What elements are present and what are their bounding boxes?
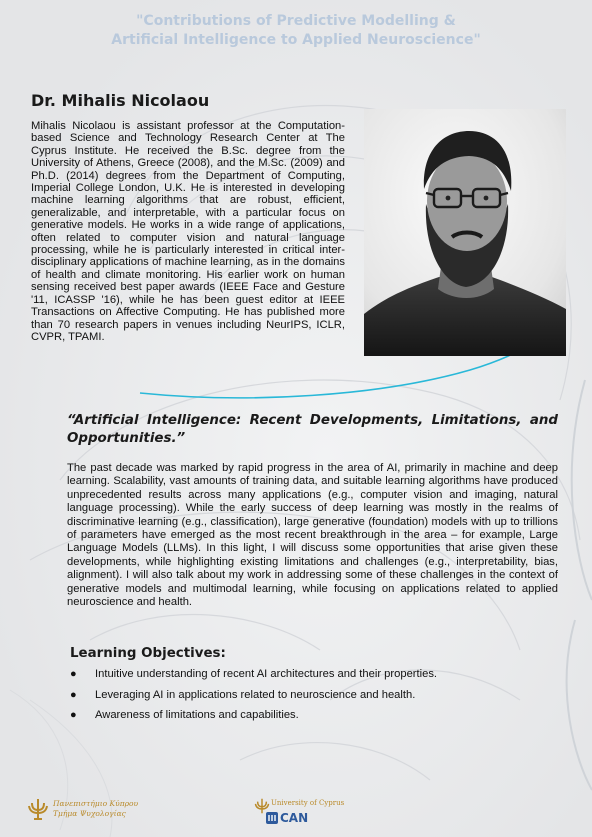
objective-text: Awareness of limitations and capabilities.: [95, 709, 299, 722]
objective-text: Leveraging AI in applications related to neuroscience and health.: [95, 688, 416, 701]
list-item: [70, 664, 437, 685]
learning-objectives-list: [70, 664, 437, 726]
footer-right-can: CAN: [280, 811, 309, 825]
bullet-icon: ●: [70, 709, 77, 722]
event-title-header: [0, 12, 592, 50]
university-of-cyprus-logo-gr: [27, 797, 138, 821]
university-logo-icon: [27, 797, 49, 821]
event-title-line-1: "Contributions of Predictive Modelling &: [136, 13, 456, 29]
speaker-bio: Mihalis Nicolaou is assistant professor at the Computation-based Science and Technology Research Center at The Cyprus Institute. He received the B.Sc. degree from the University of Athens, Greece (2008), and the M.Sc. (2009) and Ph.D. (2014) degrees from the Department of Computing, Imperial College London, U.K. He is interested in developing machine learning algorithms that are robust, efficient, generalizable, and interpretable, with a particular focus on generative models. He works in a wide range of applications, often related to computer vision and natural language processing, while he is particularly interested in critical inter-disciplinary applications of machine learning, as in the domains of health and climate monitoring. His earlier work on human sensing received best paper awards (IEEE Face and Gesture '11, ICASSP '16), while he has been guest editor at IEEE Transactions on Affective Computing. He has published more than 70 research papers in venues including NeurIPS, ICLR, CVPR, TPAMI.: [31, 120, 345, 343]
list-item: [70, 685, 437, 706]
footer-left-line-2: Τμήμα Ψυχολογίας: [53, 809, 126, 818]
talk-abstract: The past decade was marked by rapid progress in the area of AI, primarily in machine and deep learning. Scalability, vast amounts of training data, and suitable learning algorithms have produced unprecedented results across many applications (e.g., computer vision and imaging, natural language processing). While the early success of deep learning was mostly in the realms of discriminative learning (e.g., classification), large generative (foundation) models with up to trillions of parameters have emerged as the most recent breakthrough in the area – for example, Large Language Models (LLMs). In this light, I will discuss some opportunities that arise given these developments, while highlighting existing limitations and challenges (e.g., interpretability, bias, alignment). I will also talk about my work in addressing some of these challenges in the context of generative models and multimodal learning, while focusing on applications related to applied neuroscience and health.: [67, 462, 558, 609]
bullet-icon: ●: [70, 688, 77, 701]
objective-text: Intuitive understanding of recent AI architectures and their properties.: [95, 668, 438, 680]
speaker-name: Dr. Mihalis Nicolaou: [31, 91, 210, 110]
footer-right-university: University of Cyprus: [271, 799, 345, 807]
portrait-photo: [364, 109, 566, 356]
footer-left-line-1: Πανεπιστήμιο Κύπρου: [53, 799, 139, 808]
talk-title: “Artificial Intelligence: Recent Developments, Limitations, and Opportunities.”: [67, 413, 558, 446]
event-title-line-2: Artificial Intelligence to Applied Neuroscience": [111, 32, 481, 48]
bullet-icon: ●: [70, 668, 77, 680]
list-item: [70, 705, 437, 726]
learning-objectives-heading: Learning Objectives:: [70, 646, 226, 661]
can-logo-icon: [266, 812, 278, 824]
